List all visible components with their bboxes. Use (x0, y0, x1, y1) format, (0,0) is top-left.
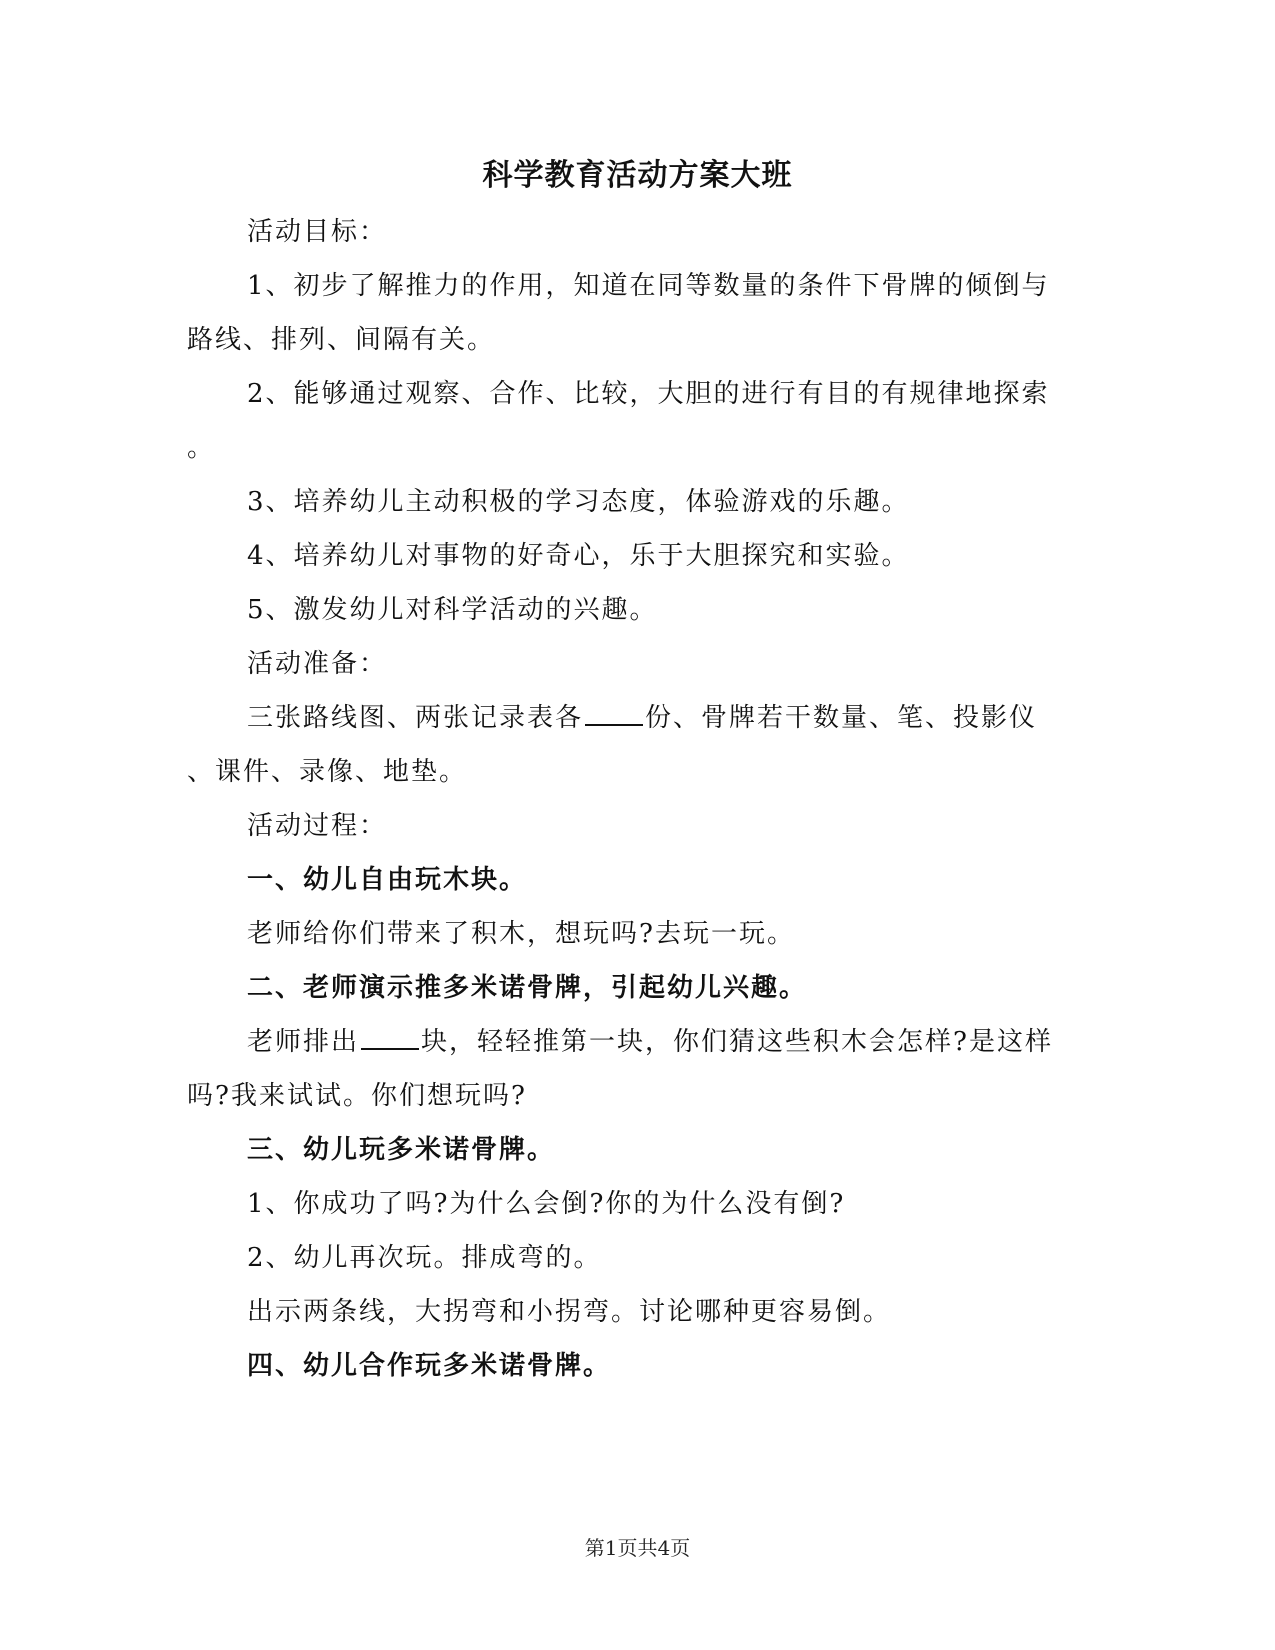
step-1-text: 老师给你们带来了积木，想玩吗?去玩一玩。 (247, 919, 795, 949)
goals-heading: 活动目标： (247, 217, 388, 247)
goal-2-line-2: 。 (187, 433, 216, 463)
goal-3: 3、培养幼儿主动积极的学习态度，体验游戏的乐趣。 (247, 487, 910, 517)
fill-blank (585, 700, 643, 726)
step-3-question-3: 出示两条线，大拐弯和小拐弯。讨论哪种更容易倒。 (247, 1297, 892, 1327)
prep-line-1-pre: 三张路线图、两张记录表各 (247, 703, 584, 733)
process-heading: 活动过程： (247, 811, 388, 841)
step-2-line-1-post: 块，轻轻推第一块，你们猜这些积木会怎样?是这样 (421, 1027, 1053, 1057)
prep-line-1 (247, 698, 1037, 738)
prep-line-2: 、课件、录像、地垫。 (187, 757, 468, 787)
step-2-line-1-pre: 老师排出 (247, 1027, 360, 1057)
step-3-heading: 三、幼儿玩多米诺骨牌。 (247, 1135, 556, 1165)
step-3-question-1: 1、你成功了吗?为什么会倒?你的为什么没有倒? (247, 1189, 846, 1219)
goal-4: 4、培养幼儿对事物的好奇心，乐于大胆探究和实验。 (247, 541, 910, 571)
step-1-heading: 一、幼儿自由玩木块。 (247, 865, 528, 895)
goal-5: 5、激发幼儿对科学活动的兴趣。 (247, 595, 658, 625)
step-2-heading: 二、老师演示推多米诺骨牌，引起幼儿兴趣。 (247, 973, 808, 1003)
goal-1-line-2: 路线、排列、间隔有关。 (187, 325, 496, 355)
prep-heading: 活动准备： (247, 649, 388, 679)
goal-2-line-1: 2、能够通过观察、合作、比较，大胆的进行有目的有规律地探索 (247, 379, 1050, 409)
step-2-line-2: 吗?我来试试。你们想玩吗? (187, 1081, 527, 1111)
step-2-line-1 (247, 1022, 1053, 1062)
page-footer: 第1页共4页 (584, 1536, 691, 1560)
document-title: 科学教育活动方案大班 (482, 158, 793, 193)
step-4-heading: 四、幼儿合作玩多米诺骨牌。 (247, 1351, 612, 1381)
fill-blank (361, 1024, 419, 1050)
goal-1-line-1: 1、初步了解推力的作用，知道在同等数量的条件下骨牌的倾倒与 (247, 271, 1050, 301)
step-3-question-2: 2、幼儿再次玩。排成弯的。 (247, 1243, 602, 1273)
prep-line-1-post: 份、骨牌若干数量、笔、投影仪 (645, 703, 1038, 733)
